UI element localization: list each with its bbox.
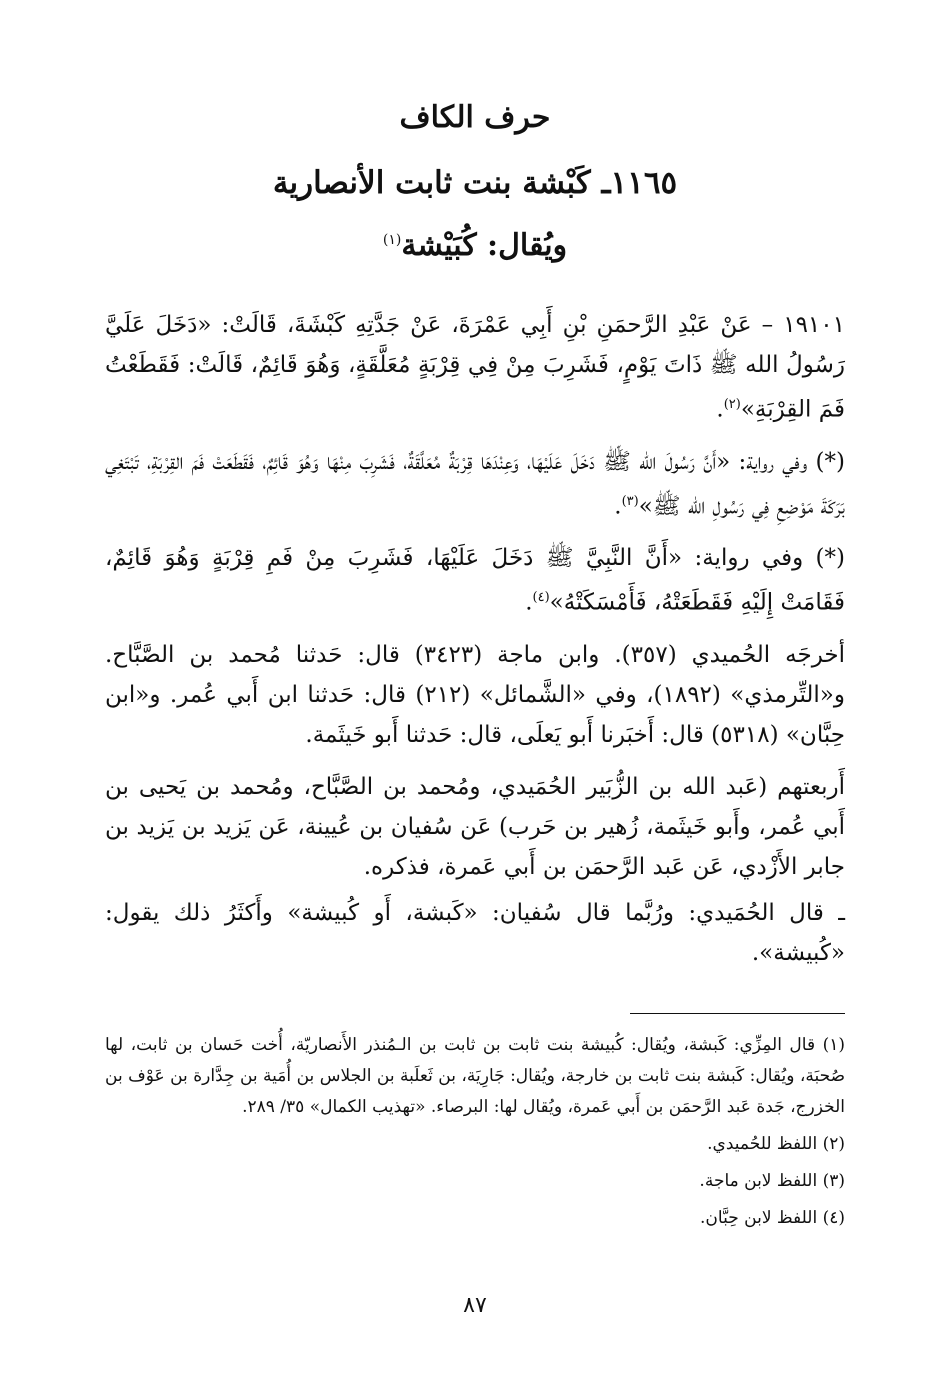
narration-2-end: . bbox=[614, 493, 622, 520]
footnote-3: (٣) اللفظ لابن ماجة. bbox=[699, 1171, 845, 1191]
narration-paragraph-2 bbox=[105, 442, 845, 527]
entry-alias bbox=[105, 228, 845, 263]
hadith-text-end: . bbox=[716, 396, 724, 423]
page-number: ٨٧ bbox=[463, 1293, 487, 1318]
hadith-paragraph bbox=[105, 305, 845, 430]
footnote-separator bbox=[630, 1013, 845, 1014]
narration-2-text: (*) وفي رواية: «أَنَّ رَسُولَ الله ﷺ دَخَلَ عَلَيْهَا، وَعِنْدَهَا قِرْبَةٌ مُعَلَّقَةٌ، فَشَرِبَ مِنْهَا وَهُوَ قَائِمٌ، فَقَطَعَتْ فَمَ القِرْبَةِ، تَبْتَغِي بَرَكَةَ مَوْضِعِ فِي رَسُولِ الله ﷺ» bbox=[105, 448, 845, 520]
main-text bbox=[105, 305, 845, 985]
footnote-1: (١) قال المِزِّي: كَبشة، ويُقال: كُبيشة بنت ثابت بن ثابت بن الـمُنذر الأَنصاريّة، أُخت حَسان بن ثابت، لها صُحبَة، ويُقال: كَبشة بنت ثابت بن خارجة، ويُقال: جَارِيَة، بن ثَعلَبة بن الجلاس بن أُمَية بن جِدَّارة بن عَوْف بن الخزرج، جَدة عَبد الرَّحمَن بن أَبي عَمرة، ويُقال لها: البرصاء. «تهذيب الكمال» ٣٥/ ٢٨٩. bbox=[105, 1035, 845, 1117]
book-page bbox=[105, 0, 845, 1384]
takhrij-paragraph: أخرجَه الحُميدي (٣٥٧). وابن ماجة (٣٤٢٣) قال: حَدثنا مُحمد بن الصَّبَّاح. و«التِّرمذي» (١٨٩٢)، وفي «الشَّمائل» (٢١٢) قال: حَدثنا ابن أَبي عُمر. و«ابن حِبَّان» (٥٣١٨) قال: أَخبَرنا أَبو يَعلَى، قال: حَدثنا أَبو خَيثَمة. bbox=[105, 641, 846, 748]
entry-title: ١١٦٥ـ كَبْشة بنت ثابت الأنصارية bbox=[272, 165, 678, 201]
footnote-4: (٤) اللفظ لابن حِبَّان. bbox=[700, 1208, 845, 1228]
footnote-ref-2: (٢) bbox=[723, 397, 741, 412]
narration-3-end: . bbox=[525, 589, 533, 616]
narration-paragraph-3 bbox=[105, 538, 845, 623]
footnote-2: (٢) اللفظ للحُميدي. bbox=[707, 1134, 845, 1154]
footnote-ref-1: (١) bbox=[382, 232, 402, 248]
entry-alias-text: ويُقال: كُبَيْشة bbox=[401, 228, 568, 263]
isnad-paragraph: أَربعتهم (عَبد الله بن الزُّبَير الحُمَيدي، ومُحمد بن الصَّبَّاح، ومُحمد بن يَحيى بن أَبي عُمر، وأَبو خَيثَمة، زُهير بن حَرب) عَن سُفيان بن عُيينة، عَن يَزيد بن يَزيد بن جابر الأَزْدي، عَن عَبد الرَّحمَن بن أَبي عَمرة، فذكره. bbox=[105, 773, 845, 880]
hadith-text: ١٩١٠١ – عَنْ عَبْدِ الرَّحمَنِ بْنِ أَبِي عَمْرَةَ، عَنْ جَدَّتِهِ كَبْشَةَ، قَالَتْ: «دَخَلَ عَلَيَّ رَسُولُ الله ﷺ ذَاتَ يَوْمٍ، فَشَرِبَ مِنْ فِي قِرْبَةٍ مُعَلَّقَةٍ، وَهُوَ قَائِمٌ، قَالَتْ: فَقَطَعْتُ فَمَ القِرْبَةِ» bbox=[105, 312, 845, 423]
footnotes bbox=[105, 1030, 845, 1240]
chapter-title: حرف الكاف bbox=[399, 100, 551, 135]
humaydi-note: ـ قال الحُمَيدي: ورُبَّما قال سُفيان: «كَبشة، أَو كُبيشة» وأَكثَرُ ذلك يقول: «كُبيشة». bbox=[105, 899, 845, 966]
footnote-ref-3: (٣) bbox=[621, 493, 639, 509]
narration-3-text: (*) وفي رواية: «أَنَّ النَّبِيَّ ﷺ دَخَلَ عَلَيْهَا، فَشَرِبَ مِنْ فَمِ قِرْبَةٍ وَهُوَ قَائِمٌ، فَقَامَتْ إِلَيْهِ فَقَطَعَتْهُ، فَأَمْسَكَتْهُ» bbox=[105, 545, 845, 616]
footnote-ref-4: (٤) bbox=[532, 590, 550, 606]
